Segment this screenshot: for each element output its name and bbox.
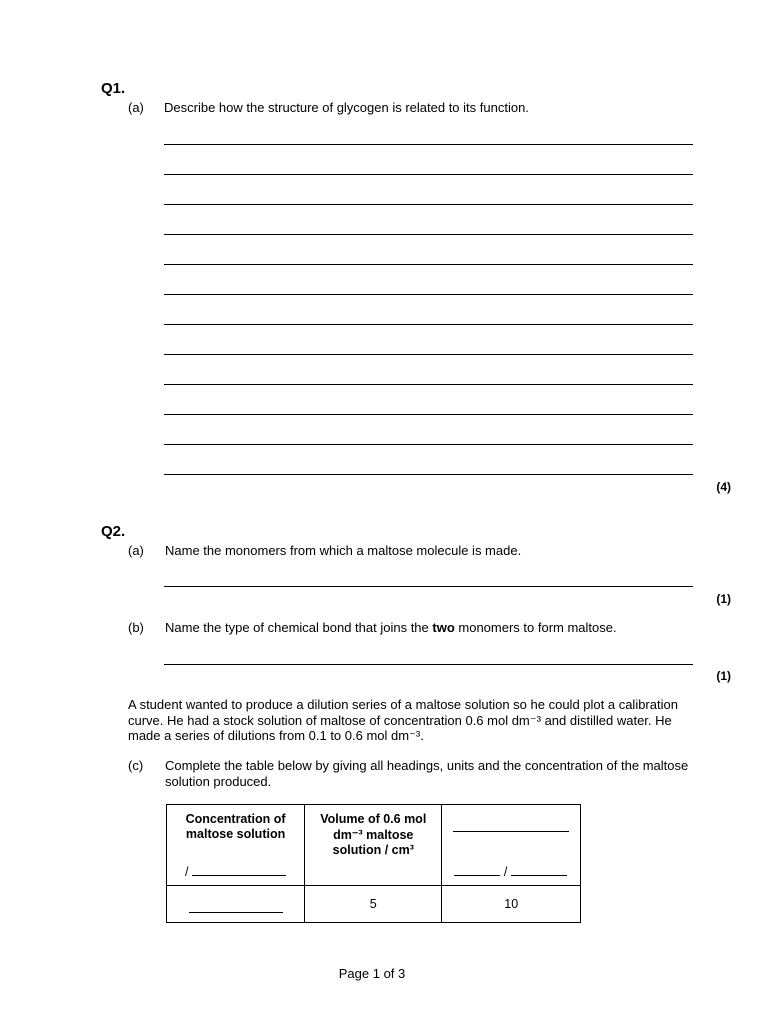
answer-line[interactable] [164,474,693,475]
answer-line[interactable] [164,384,693,385]
emphasis-text: two [432,620,455,635]
answer-line[interactable] [164,414,693,415]
answer-line[interactable] [164,204,693,205]
answer-line[interactable] [164,664,693,665]
header-line: dm⁻³ maltose [333,827,414,842]
row1-col2-cell [305,886,442,923]
q2-intro-paragraph: A student wanted to produce a dilution series of a maltose solution so he could plot a calibration curve. He had a stock solution of maltose of concentration 0.6 mol dm⁻³ and distilled water. He made a series of dilutions from 0.1 to 0.6 mol dm⁻³. [128,697,678,743]
header-line: Volume of 0.6 mol [320,812,427,826]
answer-line[interactable] [164,294,693,295]
text-segment: monomers to form maltose. [454,620,617,635]
row1-col1-cell [167,886,305,923]
q1-part-a-letter: (a) [128,100,144,115]
col1-header: Concentration of maltose solution [185,812,286,841]
dilution-table [166,804,581,923]
question-2-number: Q2. [101,523,126,540]
row1-col3-cell [442,886,581,923]
col3-header-cell [442,805,581,886]
answer-line[interactable] [164,444,693,445]
answer-line[interactable] [164,234,693,235]
unit-slash: / [503,865,508,879]
col2-header-cell [305,805,442,886]
col1-unit-blank[interactable] [185,865,286,879]
answer-line[interactable] [164,174,693,175]
q2-part-a-marks: (1) [716,592,731,606]
col3-unit-blank[interactable] [454,865,566,879]
col3-heading-blank[interactable] [442,821,580,835]
answer-line[interactable] [164,324,693,325]
q2-part-b-letter: (b) [128,620,144,635]
blank-line[interactable] [453,821,569,832]
q2-part-a-text: Name the monomers from which a maltose molecule is made. [165,543,522,558]
q2-part-b-text [165,620,617,635]
answer-line[interactable] [164,144,693,145]
blank-line[interactable] [189,902,283,913]
col2-header [305,812,441,859]
answer-line[interactable] [164,354,693,355]
row1-volume-value: 5 [369,897,377,911]
answer-line[interactable] [164,586,693,587]
question-1-number: Q1. [101,80,126,97]
q2-part-b-marks: (1) [716,669,731,683]
q2-part-c-text: Complete the table below by giving all headings, units and the concentration of the maltose solution produced. [165,758,689,789]
unit-slash: / [185,865,189,879]
row1-col3-value: 10 [504,897,519,911]
q2-part-c-letter: (c) [128,758,144,773]
blank-line[interactable] [454,865,500,876]
page-number: Page 1 of 3 [338,966,406,981]
blank-line[interactable] [192,865,286,876]
text-segment: Name the type of chemical bond that joins the [165,620,433,635]
q1-part-a-marks: (4) [716,480,731,494]
blank-line[interactable] [511,865,567,876]
q2-part-a-letter: (a) [128,543,144,558]
header-line: solution / cm³ [332,843,414,857]
col1-header-cell [167,805,305,886]
answer-line[interactable] [164,264,693,265]
q1-part-a-text: Describe how the structure of glycogen is related to its function. [164,100,529,115]
